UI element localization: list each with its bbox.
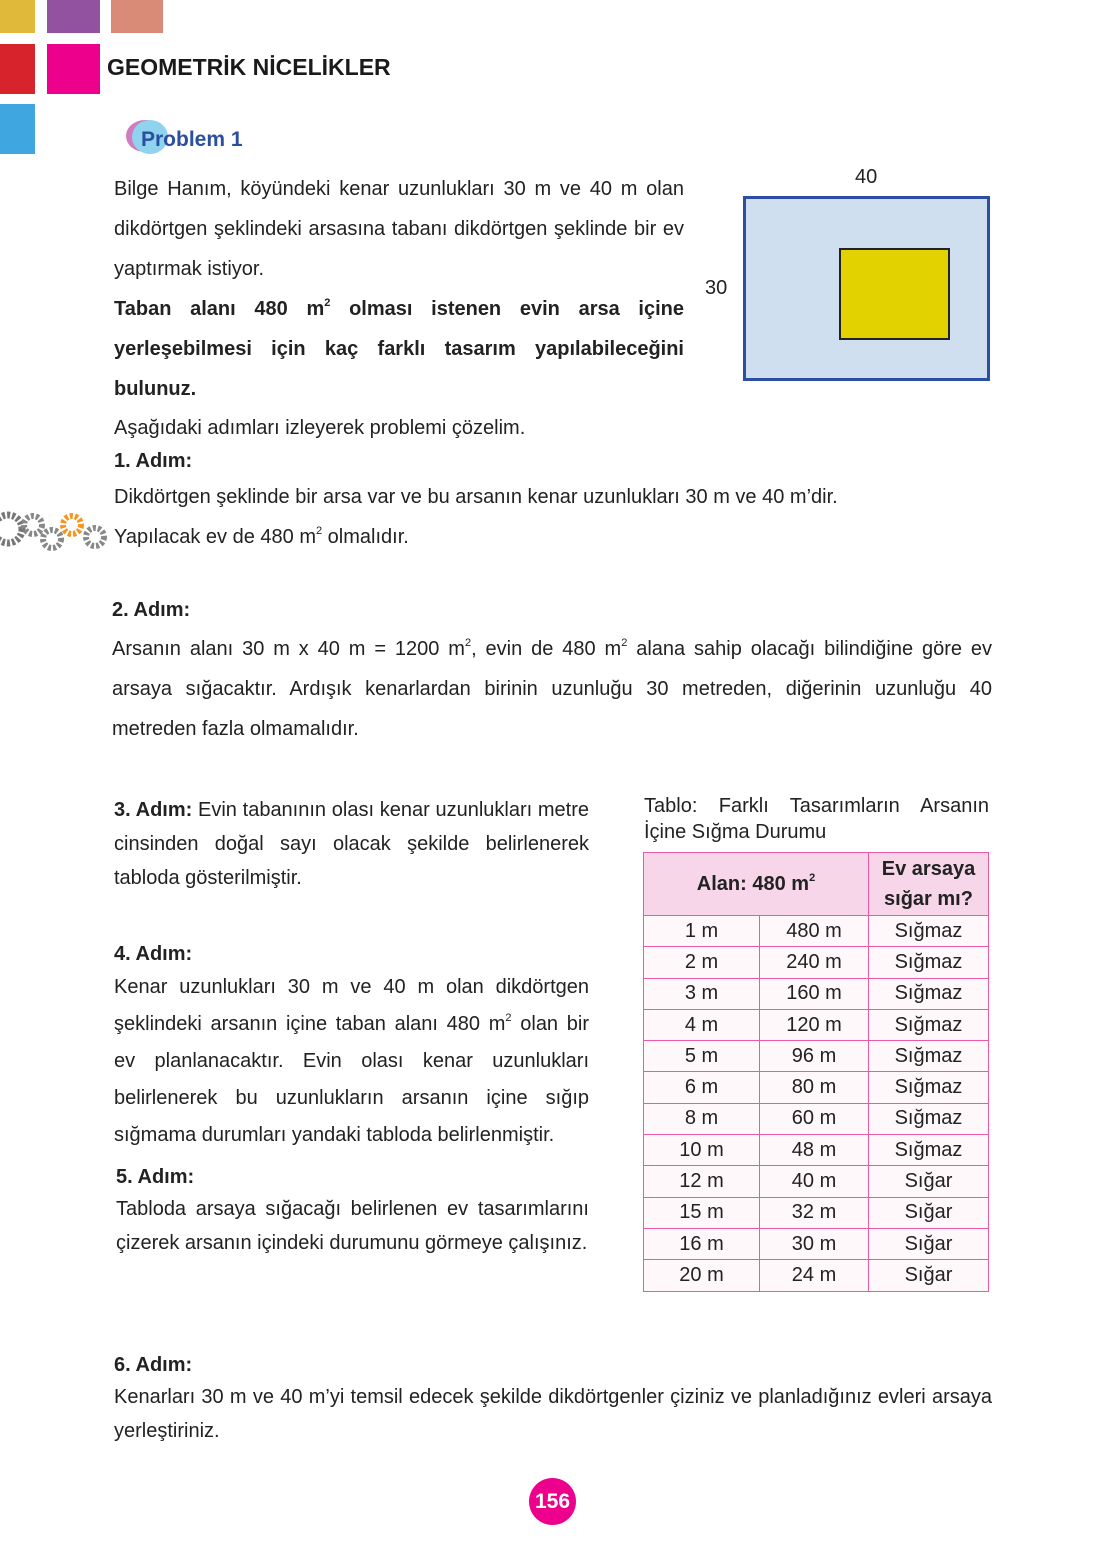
fit-cell: Sığmaz (869, 1135, 989, 1166)
side-a-cell: 6 m (644, 1072, 760, 1103)
side-b-cell: 120 m (760, 1009, 869, 1040)
side-a-cell: 5 m (644, 1041, 760, 1072)
side-a-cell: 20 m (644, 1260, 760, 1291)
side-b-cell: 240 m (760, 947, 869, 978)
diagram-side-label: 30 (705, 277, 728, 299)
decor-square (47, 44, 100, 94)
side-b-cell: 60 m (760, 1103, 869, 1134)
fit-cell: Sığmaz (869, 947, 989, 978)
side-a-cell: 10 m (644, 1135, 760, 1166)
problem-label: Problem 1 (141, 128, 243, 151)
table-row (644, 1009, 989, 1040)
table-row (644, 1228, 989, 1259)
page-content (112, 169, 992, 1448)
gears-icon (0, 505, 112, 553)
fit-cell: Sığar (869, 1260, 989, 1291)
diagram-top-label: 40 (855, 166, 878, 188)
table-row (644, 1166, 989, 1197)
step2-text: Arsanın alanı 30 m x 40 m = 1200 $m^2$, evin de 480 $m^2$ alana sahip olacağı bilindiğine göre ev arsaya sığacaktır. Ardışık kenarlardan birinin uzunluğu 30 metreden, diğerinin uzunluğu 40 metreden fazla olmamalıdır. (112, 637, 993, 740)
steps-and-table (112, 793, 992, 1292)
step3-text: 3. Adım: Evin tabanının olası kenar uzunlukları metre cinsinden doğal sayı olacak şekilde belirlenerek tabloda gösterilmiştir. (114, 799, 589, 889)
fit-table (643, 852, 989, 1292)
step5-title: 5. Adım: (116, 1166, 195, 1188)
fit-cell: Sığar (869, 1166, 989, 1197)
problem-question: Taban alanı 480 $m^2$ olması istenen evin arsa içine yerleşebilmesi için kaç farklı tasarım yapılabileceğini bulunuz. (114, 297, 684, 400)
table-row (644, 1260, 989, 1291)
header-area: Alan: 480 $m^2$ (644, 853, 869, 916)
table-row (644, 1135, 989, 1166)
fit-cell: Sığmaz (869, 1041, 989, 1072)
decor-square (0, 104, 35, 154)
steps-column (112, 793, 589, 1260)
step1-line2: Yapılacak ev de 480 $m^2$ olmalıdır. (114, 525, 409, 548)
step6-text: Kenarları 30 m ve 40 m’yi temsil edecek şekilde dikdörtgenler çiziniz ve planladığınız evleri arsaya yerleştiriniz. (114, 1385, 992, 1442)
fit-cell: Sığar (869, 1197, 989, 1228)
side-b-cell: 32 m (760, 1197, 869, 1228)
table-column (643, 793, 989, 1292)
page-title: GEOMETRİK NİCELİKLER (107, 54, 391, 80)
step4-text: Kenar uzunlukları 30 m ve 40 m olan dikdörtgen şeklindeki arsanın içine taban alanı 480 $m^2$ olan bir ev planlanacaktır. Evin olası kenar uzunlukları belirlenerek bu uzunlukların arsanın içine sığıp sığmama durumları yandaki tabloda belirlenmiştir. (114, 976, 589, 1146)
step2-title: 2. Adım: (112, 599, 191, 621)
table-row (644, 947, 989, 978)
side-b-cell: 48 m (760, 1135, 869, 1166)
step4-title: 4. Adım: (114, 943, 193, 965)
step1-title: 1. Adım: (114, 450, 193, 472)
fit-cell: Sığmaz (869, 1072, 989, 1103)
problem-intro: Bilge Hanım, köyündeki kenar uzunlukları 30 m ve 40 m olan dikdörtgen şeklindeki arsasına tabanı dikdörtgen şeklinde bir ev yaptırmak istiyor. (114, 178, 684, 280)
fit-cell: Sığmaz (869, 916, 989, 947)
page-number: 156 (529, 1478, 576, 1525)
side-a-cell: 15 m (644, 1197, 760, 1228)
side-b-cell: 480 m (760, 916, 869, 947)
side-a-cell: 3 m (644, 978, 760, 1009)
header-fit: Ev arsaya sığar mı? (869, 853, 989, 916)
side-b-cell: 96 m (760, 1041, 869, 1072)
table-row (644, 1197, 989, 1228)
side-a-cell: 4 m (644, 1009, 760, 1040)
steps-intro: Aşağıdaki adımları izleyerek problemi çözelim. (114, 417, 526, 439)
side-b-cell: 40 m (760, 1166, 869, 1197)
side-a-cell: 8 m (644, 1103, 760, 1134)
table-row (644, 1072, 989, 1103)
side-b-cell: 160 m (760, 978, 869, 1009)
side-b-cell: 30 m (760, 1228, 869, 1259)
table-row (644, 1041, 989, 1072)
table-row (644, 1103, 989, 1134)
table-row (644, 978, 989, 1009)
decor-square (0, 44, 35, 94)
decor-square (111, 0, 163, 33)
decor-square (0, 0, 35, 33)
side-b-cell: 80 m (760, 1072, 869, 1103)
side-b-cell: 24 m (760, 1260, 869, 1291)
step5-text: Tabloda arsaya sığacağı belirlenen ev tasarımlarını çizerek arsanın içindeki durumunu görmeye çalışınız. (116, 1198, 589, 1254)
fit-cell: Sığar (869, 1228, 989, 1259)
side-a-cell: 12 m (644, 1166, 760, 1197)
fit-cell: Sığmaz (869, 978, 989, 1009)
table-row (644, 916, 989, 947)
fit-cell: Sığmaz (869, 1103, 989, 1134)
table-caption: Tablo: Farklı Tasarımların Arsanın İçine Sığma Durumu (644, 795, 989, 843)
step6-title: 6. Adım: (114, 1353, 193, 1376)
decor-square (47, 0, 100, 33)
side-a-cell: 2 m (644, 947, 760, 978)
step1-line1: Dikdörtgen şeklinde bir arsa var ve bu arsanın kenar uzunlukları 30 m ve 40 m’dir. (114, 486, 838, 508)
fit-cell: Sığmaz (869, 1009, 989, 1040)
side-a-cell: 16 m (644, 1228, 760, 1259)
side-a-cell: 1 m (644, 916, 760, 947)
